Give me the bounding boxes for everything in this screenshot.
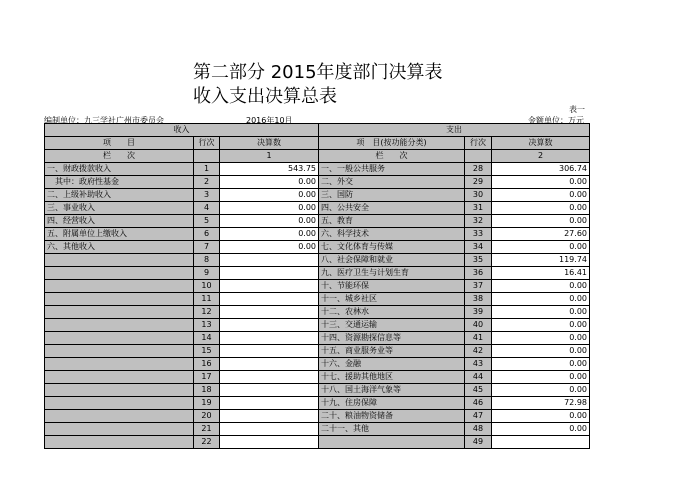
expense-line-no: 41 — [465, 332, 492, 345]
table-row — [45, 176, 590, 189]
table-row — [45, 280, 590, 293]
income-line-no: 15 — [194, 345, 220, 358]
income-item — [45, 254, 194, 267]
expense-line-no: 45 — [465, 384, 492, 397]
expense-amount: 0.00 — [492, 293, 590, 306]
expense-item: 十四、资源勘探信息等 — [319, 332, 465, 345]
expense-line-no: 49 — [465, 436, 492, 449]
compiling-unit: 编制单位：九三学社广州市委员会 — [44, 116, 164, 125]
report-date: 2016年10月 — [246, 116, 293, 125]
income-item: 六、其他收入 — [45, 241, 194, 254]
expense-item: 六、科学技术 — [319, 228, 465, 241]
expense-item-header: 项 目(按功能分类) — [319, 137, 465, 150]
header-row-columns — [45, 137, 590, 150]
expense-amount: 0.00 — [492, 371, 590, 384]
table-row — [45, 410, 590, 423]
income-line-no: 5 — [194, 215, 220, 228]
expense-item: 十七、援助其他地区 — [319, 371, 465, 384]
income-item: 三、事业收入 — [45, 202, 194, 215]
income-item — [45, 267, 194, 280]
expense-item: 十、节能环保 — [319, 280, 465, 293]
expense-line-no: 43 — [465, 358, 492, 371]
income-line-no: 18 — [194, 384, 220, 397]
income-amount — [220, 397, 319, 410]
table-row — [45, 215, 590, 228]
expense-amount: 0.00 — [492, 189, 590, 202]
income-amount — [220, 384, 319, 397]
expense-line-no: 42 — [465, 345, 492, 358]
expense-line-no: 46 — [465, 397, 492, 410]
income-col-index: 1 — [220, 150, 319, 163]
income-amount — [220, 293, 319, 306]
income-item — [45, 384, 194, 397]
expense-amount: 72.98 — [492, 397, 590, 410]
table-row — [45, 163, 590, 176]
table-row — [45, 189, 590, 202]
income-line-no: 16 — [194, 358, 220, 371]
table-row — [45, 436, 590, 449]
income-item: 其中：政府性基金 — [45, 176, 194, 189]
income-line-no: 22 — [194, 436, 220, 449]
expense-line-no: 34 — [465, 241, 492, 254]
expense-item: 五、教育 — [319, 215, 465, 228]
expense-line-header: 行次 — [465, 137, 492, 150]
expense-amount: 0.00 — [492, 215, 590, 228]
expense-amount: 0.00 — [492, 332, 590, 345]
table-row — [45, 423, 590, 436]
income-amount — [220, 345, 319, 358]
expense-amount: 0.00 — [492, 384, 590, 397]
income-line-no: 2 — [194, 176, 220, 189]
expense-amount: 0.00 — [492, 280, 590, 293]
table-row — [45, 254, 590, 267]
expense-amount: 27.60 — [492, 228, 590, 241]
expense-line-no: 38 — [465, 293, 492, 306]
table-row — [45, 345, 590, 358]
income-amount — [220, 280, 319, 293]
income-item — [45, 319, 194, 332]
income-line-no: 17 — [194, 371, 220, 384]
table-title: 收入支出决算总表 — [193, 86, 337, 107]
income-amount — [220, 319, 319, 332]
income-item: 一、财政拨款收入 — [45, 163, 194, 176]
expense-item: 二十、粮油物资储备 — [319, 410, 465, 423]
income-line-no: 21 — [194, 423, 220, 436]
income-amount: 0.00 — [220, 241, 319, 254]
expense-amount: 0.00 — [492, 423, 590, 436]
expense-line-no: 48 — [465, 423, 492, 436]
table-row — [45, 332, 590, 345]
expense-item: 二、外交 — [319, 176, 465, 189]
expense-line-no: 35 — [465, 254, 492, 267]
expense-amount — [492, 436, 590, 449]
table-row — [45, 397, 590, 410]
expense-item: 十三、交通运输 — [319, 319, 465, 332]
table-row — [45, 319, 590, 332]
expense-amount: 306.74 — [492, 163, 590, 176]
expense-amount: 119.74 — [492, 254, 590, 267]
income-amount — [220, 371, 319, 384]
expense-column-label: 栏 次 — [319, 150, 465, 163]
expense-item: 一、一般公共服务 — [319, 163, 465, 176]
income-item-header: 项 目 — [45, 137, 194, 150]
expense-amount: 0.00 — [492, 176, 590, 189]
expense-item: 十二、农林水 — [319, 306, 465, 319]
expense-amount: 0.00 — [492, 410, 590, 423]
expense-line-no: 28 — [465, 163, 492, 176]
expense-line-no: 30 — [465, 189, 492, 202]
income-item — [45, 332, 194, 345]
expense-col-index: 2 — [492, 150, 590, 163]
income-amount: 0.00 — [220, 215, 319, 228]
income-amount — [220, 358, 319, 371]
income-line-no: 11 — [194, 293, 220, 306]
expense-item: 七、文化体育与传媒 — [319, 241, 465, 254]
expense-item: 十九、住房保障 — [319, 397, 465, 410]
income-item — [45, 371, 194, 384]
expense-item: 十五、商业服务业等 — [319, 345, 465, 358]
expense-item: 四、公共安全 — [319, 202, 465, 215]
expense-line-no: 32 — [465, 215, 492, 228]
expense-line-empty — [465, 150, 492, 163]
expense-amount: 0.00 — [492, 345, 590, 358]
expense-line-no: 37 — [465, 280, 492, 293]
header-row-index — [45, 150, 590, 163]
table-row — [45, 384, 590, 397]
expense-amount-header: 决算数 — [492, 137, 590, 150]
income-item: 五、附属单位上缴收入 — [45, 228, 194, 241]
income-amount — [220, 306, 319, 319]
income-amount — [220, 410, 319, 423]
income-line-no: 13 — [194, 319, 220, 332]
income-amount — [220, 332, 319, 345]
table-row — [45, 228, 590, 241]
expense-line-no: 36 — [465, 267, 492, 280]
expense-amount: 0.00 — [492, 306, 590, 319]
budget-table — [44, 123, 590, 449]
table-row — [45, 267, 590, 280]
table-number: 表一 — [569, 105, 585, 114]
income-item — [45, 397, 194, 410]
income-line-no: 7 — [194, 241, 220, 254]
expense-item: 三、国防 — [319, 189, 465, 202]
income-item — [45, 423, 194, 436]
income-line-no: 12 — [194, 306, 220, 319]
expense-item: 十六、金融 — [319, 358, 465, 371]
income-amount — [220, 254, 319, 267]
income-amount: 0.00 — [220, 176, 319, 189]
income-line-no: 19 — [194, 397, 220, 410]
income-item — [45, 345, 194, 358]
income-amount — [220, 267, 319, 280]
income-line-no: 8 — [194, 254, 220, 267]
expense-item — [319, 436, 465, 449]
income-amount: 543.75 — [220, 163, 319, 176]
income-amount — [220, 436, 319, 449]
amount-unit: 金额单位：万元 — [528, 116, 584, 125]
expense-item: 八、社会保障和就业 — [319, 254, 465, 267]
expense-line-no: 39 — [465, 306, 492, 319]
expense-line-no: 44 — [465, 371, 492, 384]
income-line-no: 3 — [194, 189, 220, 202]
expense-line-no: 33 — [465, 228, 492, 241]
expense-header: 支出 — [319, 124, 590, 137]
income-line-no: 9 — [194, 267, 220, 280]
income-line-no: 20 — [194, 410, 220, 423]
income-item — [45, 358, 194, 371]
income-column-label: 栏 次 — [45, 150, 194, 163]
income-item — [45, 436, 194, 449]
income-header: 收入 — [45, 124, 319, 137]
income-item — [45, 410, 194, 423]
expense-line-no: 47 — [465, 410, 492, 423]
income-amount — [220, 423, 319, 436]
income-line-no: 14 — [194, 332, 220, 345]
income-line-no: 10 — [194, 280, 220, 293]
expense-amount: 0.00 — [492, 319, 590, 332]
expense-amount: 0.00 — [492, 202, 590, 215]
table-row — [45, 241, 590, 254]
expense-item: 十八、国土海洋气象等 — [319, 384, 465, 397]
income-item — [45, 306, 194, 319]
table-row — [45, 202, 590, 215]
expense-item: 九、医疗卫生与计划生育 — [319, 267, 465, 280]
table-row — [45, 371, 590, 384]
table-row — [45, 293, 590, 306]
expense-line-no: 31 — [465, 202, 492, 215]
income-line-no: 4 — [194, 202, 220, 215]
income-item — [45, 280, 194, 293]
table-row — [45, 358, 590, 371]
page-title: 第二部分 2015年度部门决算表 — [193, 62, 443, 83]
income-item: 四、经营收入 — [45, 215, 194, 228]
income-amount: 0.00 — [220, 189, 319, 202]
income-amount: 0.00 — [220, 202, 319, 215]
expense-item: 二十一、其他 — [319, 423, 465, 436]
income-line-no: 6 — [194, 228, 220, 241]
expense-line-no: 29 — [465, 176, 492, 189]
table-row — [45, 306, 590, 319]
income-item — [45, 293, 194, 306]
income-line-empty — [194, 150, 220, 163]
income-item: 二、上级补助收入 — [45, 189, 194, 202]
header-row-section — [45, 124, 590, 137]
expense-amount: 0.00 — [492, 358, 590, 371]
expense-amount: 0.00 — [492, 241, 590, 254]
income-line-no: 1 — [194, 163, 220, 176]
expense-item: 十一、城乡社区 — [319, 293, 465, 306]
expense-amount: 16.41 — [492, 267, 590, 280]
expense-line-no: 40 — [465, 319, 492, 332]
income-amount: 0.00 — [220, 228, 319, 241]
income-amount-header: 决算数 — [220, 137, 319, 150]
income-line-header: 行次 — [194, 137, 220, 150]
